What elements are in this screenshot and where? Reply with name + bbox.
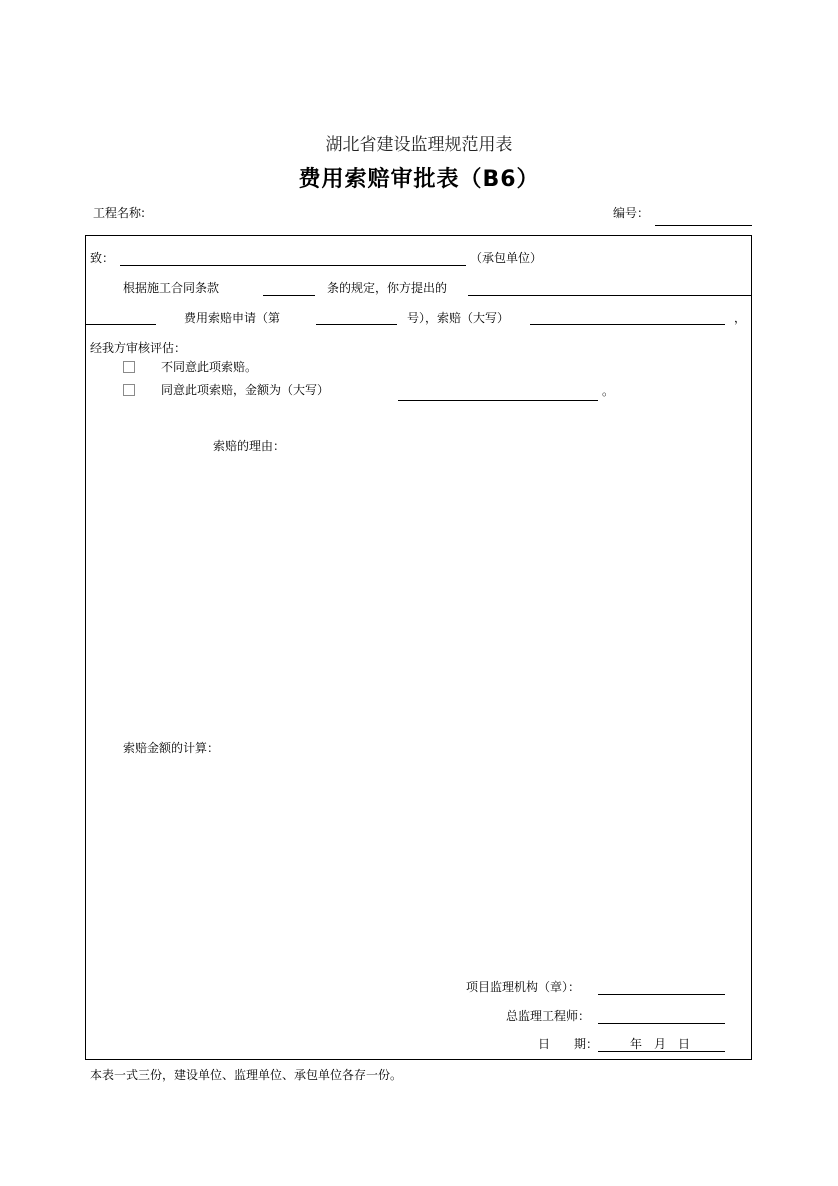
date-value: 年 月 日 — [630, 1037, 691, 1051]
project-name-label: 工程名称: — [93, 206, 146, 220]
chief-engineer-field[interactable] — [598, 1023, 725, 1024]
contractor-suffix: （承包单位） — [470, 251, 543, 265]
approved-amount-field[interactable] — [398, 400, 598, 401]
form-supertitle: 湖北省建设监理规范用表 — [325, 135, 513, 155]
agree-option-label: 同意此项索赔，金额为（大写） — [161, 383, 330, 397]
claim-number-suffix: 号），索赔（大写） — [407, 311, 510, 325]
chief-engineer-label: 总监理工程师： — [506, 1009, 591, 1023]
trailing-comma: ， — [734, 311, 747, 325]
claim-calculation-label: 索赔金额的计算： — [123, 741, 220, 755]
footer-note: 本表一式三份，建设单位、监理单位、承包单位各存一份。 — [90, 1068, 403, 1082]
clause-number-field[interactable] — [263, 295, 315, 296]
claim-prefix-field[interactable] — [86, 324, 156, 325]
amount-period: 。 — [602, 384, 615, 398]
form-frame — [85, 235, 752, 1060]
to-label: 致： — [90, 251, 115, 265]
disagree-option-label: 不同意此项索赔。 — [161, 360, 258, 374]
review-heading: 经我方审核评估： — [90, 341, 187, 355]
claim-subject-field[interactable] — [468, 295, 752, 296]
claim-reason-label: 索赔的理由： — [213, 439, 286, 453]
agree-checkbox[interactable] — [123, 384, 135, 396]
contractor-field[interactable] — [120, 265, 466, 266]
claim-application-text: 费用索赔申请（第 — [184, 311, 281, 325]
date-field[interactable] — [598, 1051, 725, 1052]
supervision-org-field[interactable] — [598, 994, 725, 995]
clause-middle-text: 条的规定，你方提出的 — [327, 281, 448, 295]
disagree-checkbox[interactable] — [123, 361, 135, 373]
supervision-org-label: 项目监理机构（章）： — [466, 980, 581, 994]
claim-number-field[interactable] — [316, 324, 397, 325]
serial-number-label: 编号： — [613, 206, 650, 220]
clause-prefix: 根据施工合同条款 — [123, 281, 220, 295]
date-label: 日 期： — [538, 1037, 599, 1051]
form-title: 费用索赔审批表（B6） — [298, 167, 540, 192]
serial-number-field[interactable] — [655, 225, 752, 226]
claim-amount-field[interactable] — [530, 324, 725, 325]
